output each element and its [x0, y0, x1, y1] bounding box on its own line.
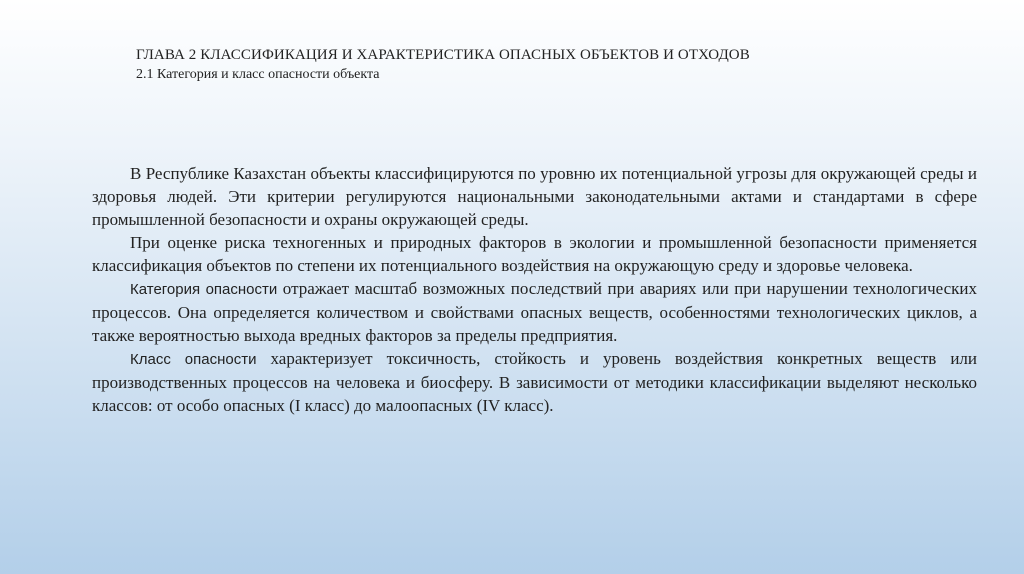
term-hazard-class: Класс опасности — [130, 351, 257, 368]
slide-header — [136, 46, 896, 84]
paragraph-hazard-category — [92, 277, 977, 347]
section-title: 2.1 Категория и класс опасности объекта — [136, 67, 380, 82]
chapter-title: ГЛАВА 2 КЛАССИФИКАЦИЯ И ХАРАКТЕРИСТИКА ОПАСНЫХ ОБЪЕКТОВ И ОТХОДОВ — [136, 47, 750, 63]
paragraph-intro: В Республике Казахстан объекты классифицируются по уровню их потенциальной угрозы для окружающей среды и здоровья людей. Эти критерии регулируются национальными законодательными актами и стандартами в сфере промышленной безопасности и охраны окружающей среды. — [92, 164, 977, 229]
hazard-class-definition: характеризует токсичность, стойкость и уровень воздействия конкретных веществ или производственных процессов на человека и биосферу. В зависимости от методики классификации выделяют несколько классов: от особо опасных (I класс) до малоопасных (IV класс). — [92, 349, 977, 415]
term-hazard-category: Категория опасности — [130, 281, 278, 298]
paragraph-hazard-class — [92, 347, 977, 417]
slide-body — [92, 162, 977, 417]
hazard-category-definition: отражает масштаб возможных последствий при авариях или при нарушении технологических процессов. Она определяется количеством и свойствами опасных веществ, особенностями технологических циклов, а также вероятностью выхода вредных факторов за пределы предприятия. — [92, 279, 977, 345]
paragraph-risk-assessment: При оценке риска техногенных и природных факторов в экологии и промышленной безопасности применяется классификация объектов по степени их потенциального воздействия на окружающую среду и здоровье человека. — [92, 233, 977, 275]
